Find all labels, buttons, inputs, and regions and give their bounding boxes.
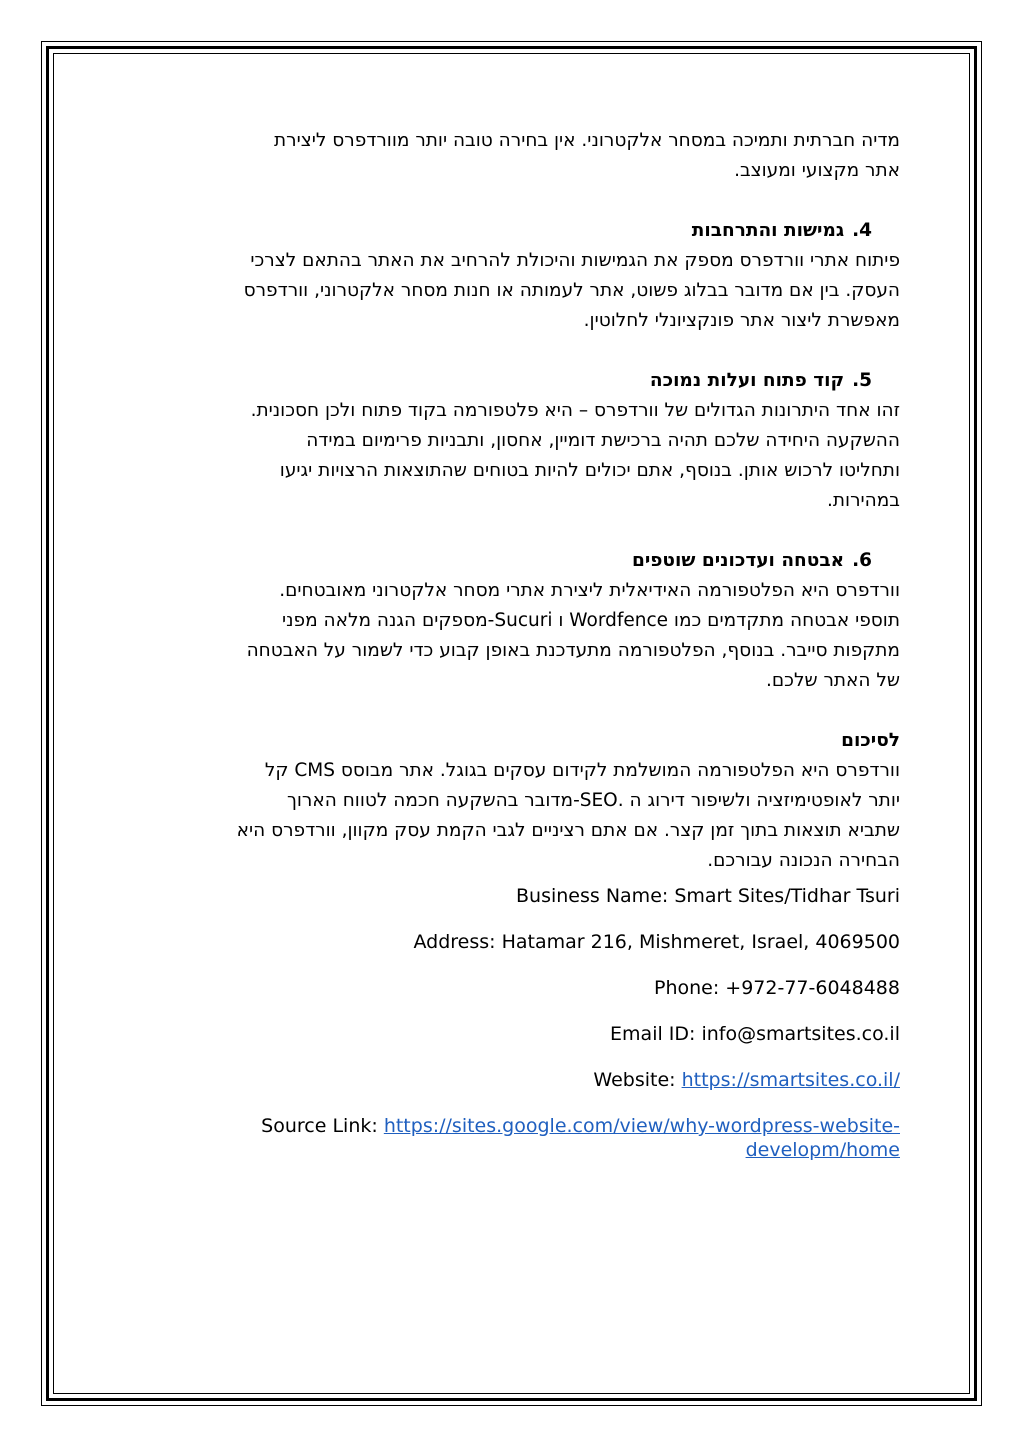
section-line: מתקפות סייבר. בנוסף, הפלטפורמה מתעדכנת באופן קבוע כדי לשמור על האבטחה [246,640,900,661]
summary-line: הבחירה הנכונה עבורכם. [707,850,900,871]
intro-line: מדיה חברתית ותמיכה במסחר אלקטרוני. אין בחירה טובה יותר מוורדפרס ליצירת [274,130,900,151]
section-line: וורדפרס היא הפלטפורמה האידיאלית ליצירת אתרי מסחר אלקטרוני מאובטחים. [279,580,900,601]
section-line: של האתר שלכם. [766,670,900,691]
section-number: 6. [852,550,872,571]
section-line: ותחליטו לרכוש אותן. בנוסף, אתם יכולים להיות בטוחים שהתוצאות הרצויות יגיעו [279,460,900,481]
intro-line: אתר מקצועי ומעוצב. [734,160,900,181]
section-line: העסק. בין אם מדובר בבלוג פשוט, אתר לעמותה או חנות מסחר אלקטרוני, וורדפרס [243,280,900,301]
section-heading [120,366,900,396]
summary-line: יותר לאופטימיזציה ולשיפור דירוג ה .SEO-מדובר בהשקעה חכמה לטווח הארוך [286,790,900,811]
section-security [120,546,900,696]
section-title: גמישות והתרחבות [691,220,845,241]
source-label: Source Link: [261,1115,384,1137]
section-line: זהו אחד היתרונות הגדולים של וורדפרס – היא פלטפורמה בקוד פתוח ולכן חסכונית. [250,400,900,421]
summary-line: וורדפרס היא הפלטפורמה המושלמת לקידום עסקים בגוגל. אתר מבוסס CMS קל [264,760,900,781]
summary-heading: לסיכום [841,730,900,751]
source-link[interactable]: https://sites.google.com/view/why-wordpress-website-developm/home [383,1115,900,1161]
section-title: קוד פתוח ועלות נמוכה [649,370,845,391]
section-number: 5. [852,370,872,391]
summary-line: שתביא תוצאות בתוך זמן קצר. אם אתם רציניים לגבי הקמת עסק מקוון, וורדפרס היא [236,820,900,841]
section-summary [120,726,900,876]
section-line: פיתוח אתרי וורדפרס מספק את הגמישות והיכולת להרחיב את האתר בהתאם לצרכי [250,250,900,271]
section-heading [120,546,900,576]
section-title: אבטחה ועדכונים שוטפים [631,550,845,571]
section-line: ההשקעה היחידה שלכם תהיה ברכישת דומיין, אחסון, ותבניות פרימיום במידה [306,430,900,451]
address: Address: Hatamar 216, Mishmeret, Israel, 4069500 [413,931,900,953]
website-row [120,1068,900,1092]
website-link[interactable]: https://smartsites.co.il/ [681,1069,900,1091]
section-number: 4. [852,220,872,241]
section-flexibility [120,216,900,336]
source-row [120,1114,900,1162]
website-label: Website: [593,1069,682,1091]
section-line: במהירות. [826,490,900,511]
contact-block [120,884,900,1184]
business-name: Business Name: Smart Sites/Tidhar Tsuri [516,885,900,907]
section-open-source [120,366,900,516]
email: Email ID: info@smartsites.co.il [610,1023,900,1045]
article-body [120,126,900,876]
section-heading [120,216,900,246]
section-line: תוספי אבטחה מתקדמים כמו Wordfence ו Sucuri-מספקים הגנה מלאה מפני [281,610,900,631]
section-line: מאפשרת ליצור אתר פונקציונלי לחלוטין. [583,310,900,331]
phone: Phone: +972-77-6048488 [654,977,900,999]
